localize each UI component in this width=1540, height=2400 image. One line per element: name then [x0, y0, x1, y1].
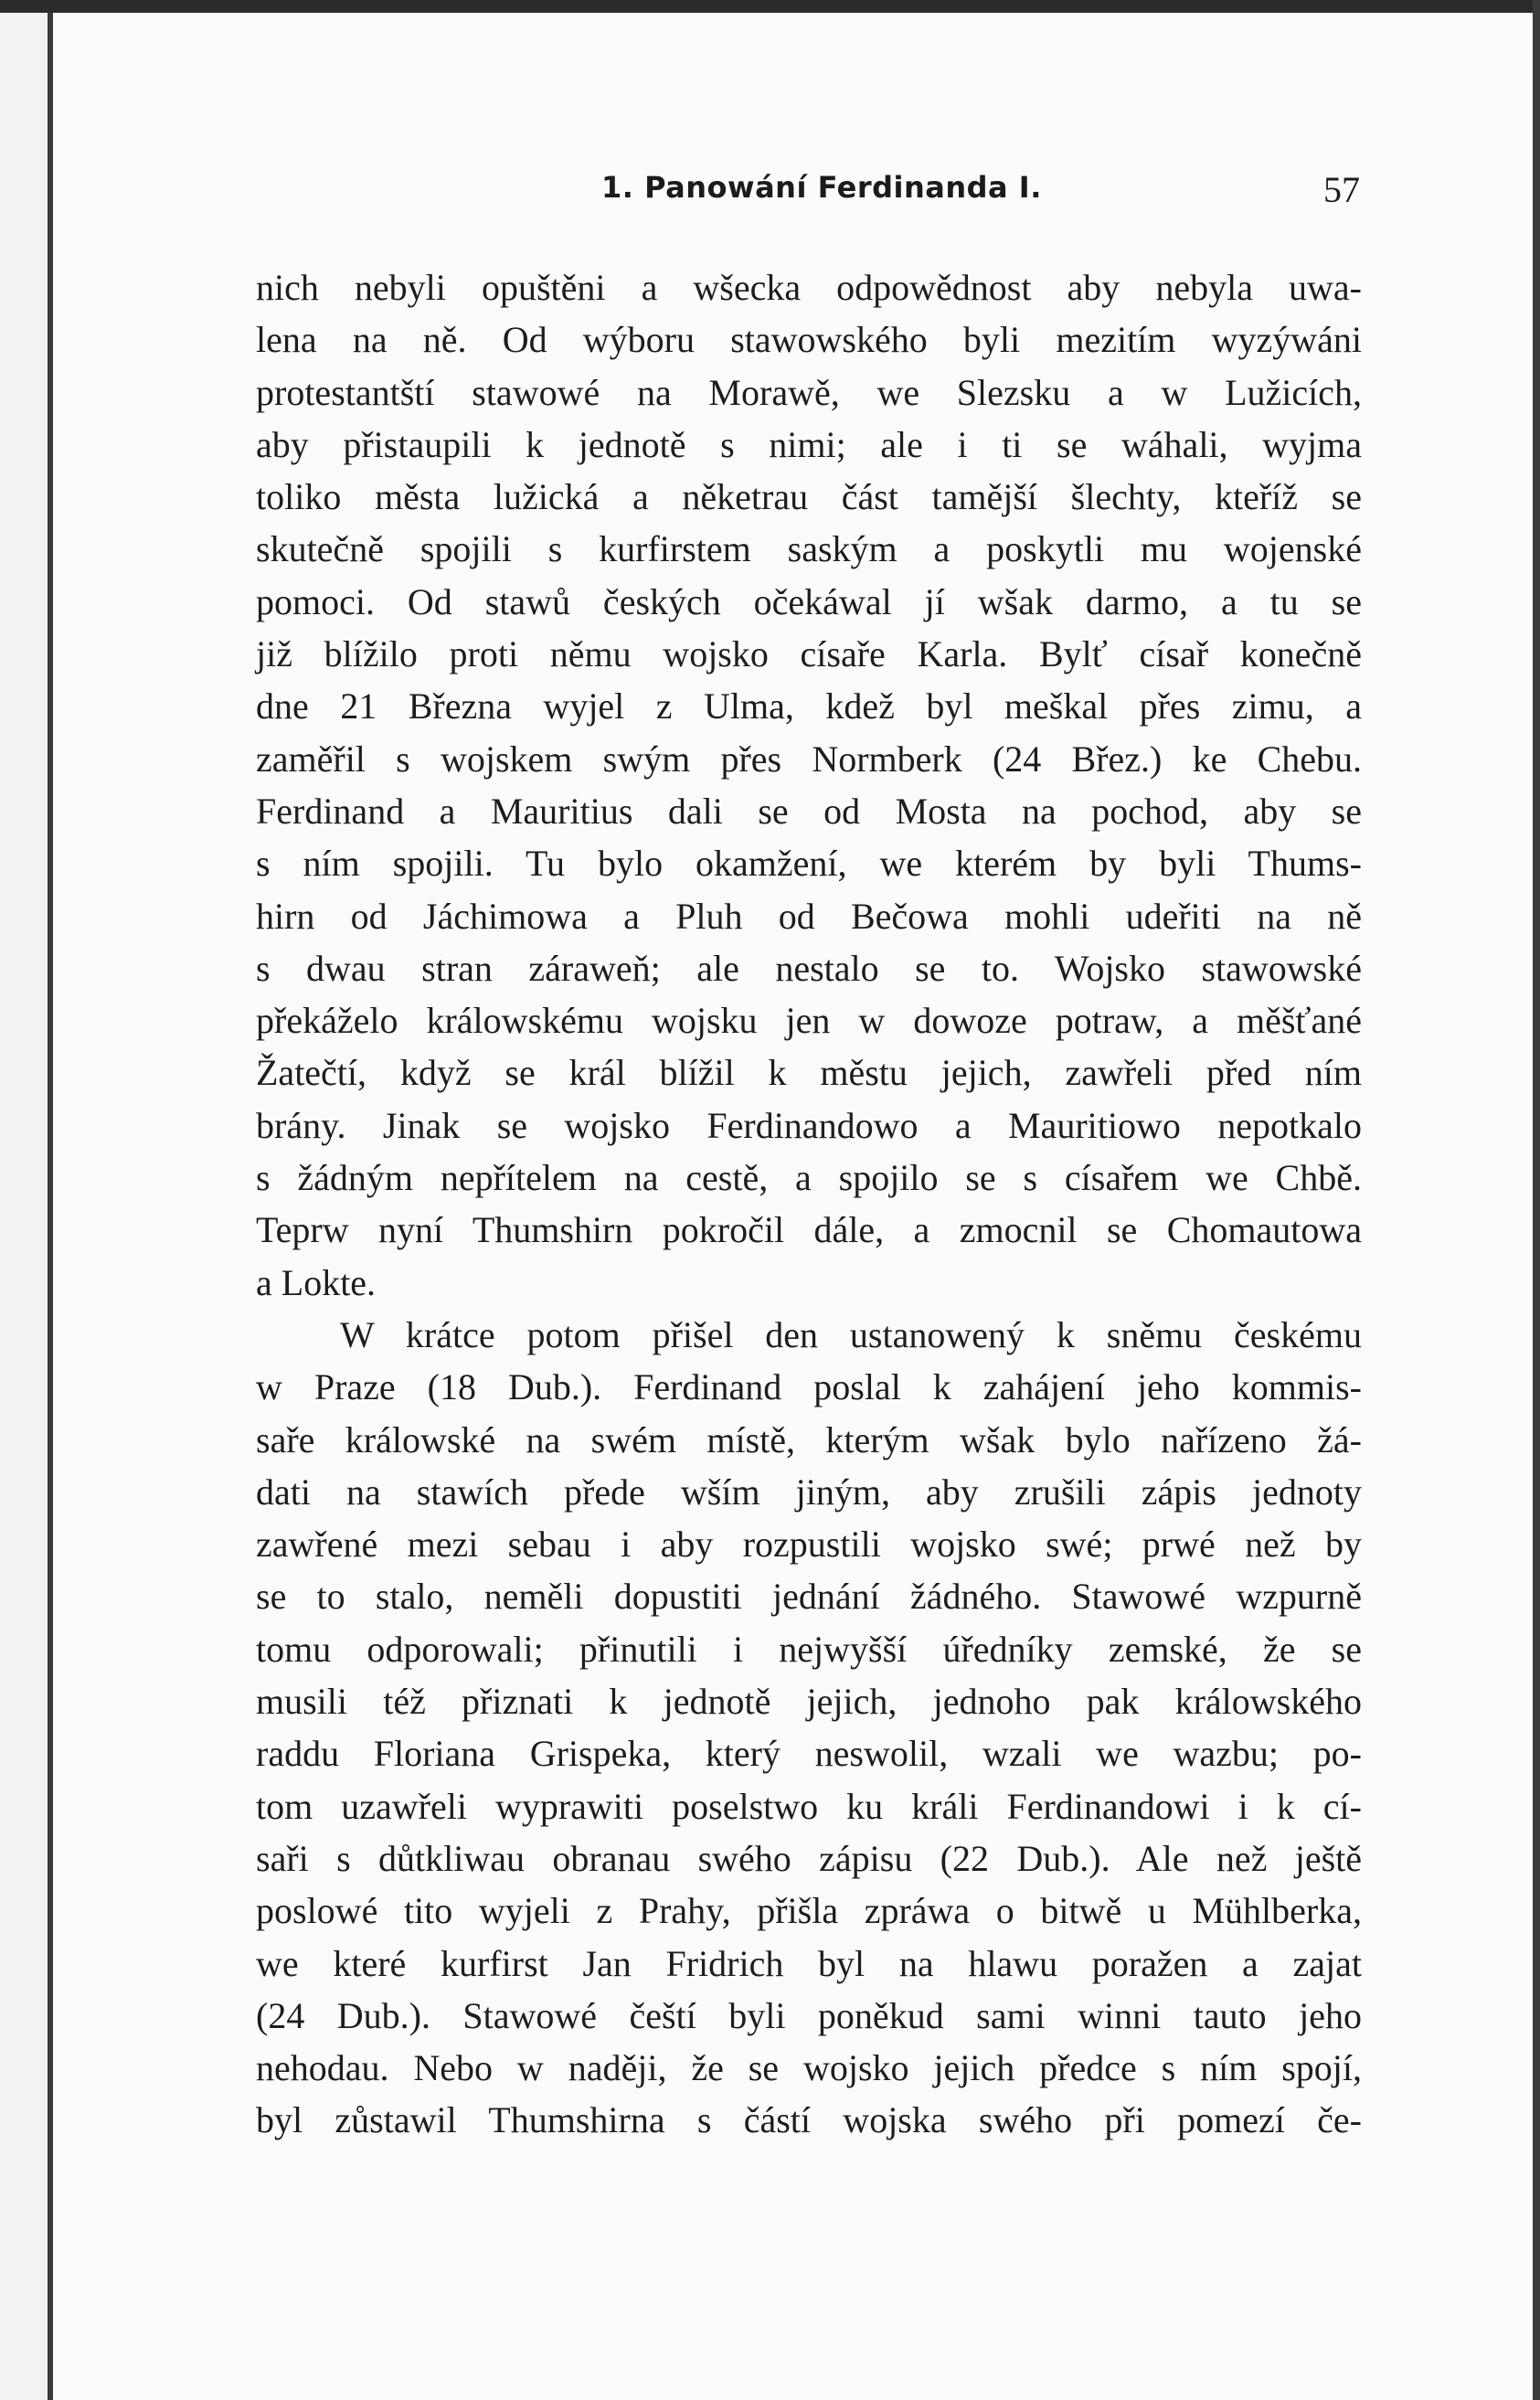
text-line: se to stalo, neměli dopustiti jednání žádného. Stawowé wzpurně [256, 1576, 1362, 1618]
text-line: lena na ně. Od wýboru stawowského byli mezitím wyzýwáni [256, 319, 1362, 361]
text-line: překáželo králowskému wojsku jen w dowoze potraw, a měšťané [256, 1000, 1362, 1042]
text-line: we které kurfirst Jan Fridrich byl na hlawu poražen a zajat [256, 1942, 1362, 1984]
scan-edge-right [1533, 0, 1540, 2400]
text-line: s žádným nepřítelem na cestě, a spojilo se s císařem we Chbě. [256, 1157, 1362, 1199]
text-line: saři s důtkliwau obranau swého zápisu (22 Dub.). Ale než ještě [256, 1837, 1362, 1879]
text-line: dne 21 Března wyjel z Ulma, kdež byl meškal přes zimu, a [256, 685, 1362, 727]
text-line: zawřené mezi sebau i aby rozpustili wojsko swé; prwé než by [256, 1524, 1362, 1566]
running-title: 1. Panowání Ferdinanda I. [601, 170, 1042, 205]
text-line: dati na stawích přede wším jiným, aby zrušili zápis jednoty [256, 1471, 1362, 1513]
text-line: tomu odporowali; přinutili i nejwyšší úředníky zemské, že se [256, 1628, 1362, 1670]
text-line: skutečně spojili s kurfirstem saským a poskytli mu wojenské [256, 528, 1362, 570]
text-line: tom uzawřeli wyprawiti poselstwo ku králi Ferdinandowi i k cí- [256, 1785, 1362, 1827]
text-line: musili též přiznati k jednotě jejich, jednoho pak králowského [256, 1681, 1362, 1723]
scan-edge-top [0, 0, 1540, 13]
text-line: již blížilo proti němu wojsko císaře Karla. Bylť císař konečně [256, 633, 1362, 675]
text-line: Žatečtí, když se král blížil k městu jejich, zawřeli před ním [256, 1052, 1362, 1094]
text-line: zaměřil s wojskem swým přes Normberk (24 Břez.) ke Chebu. [256, 738, 1362, 780]
text-line: hirn od Jáchimowa a Pluh od Bečowa mohli udeřiti na ně [256, 895, 1362, 937]
text-line: s dwau stran záraweň; ale nestalo se to. Wojsko stawowské [256, 947, 1362, 989]
text-line: byl zůstawil Thumshirna s částí wojska swého při pomezí če- [256, 2099, 1362, 2141]
paragraph-start-line: W krátce potom přišel den ustanowený k sněmu českému [340, 1313, 1362, 1355]
text-line: Teprw nyní Thumshirn pokročil dále, a zmocnil se Chomautowa [256, 1209, 1362, 1251]
text-line: (24 Dub.). Stawowé čeští byli poněkud sami winni tauto jeho [256, 1994, 1362, 2036]
scan-margin-left [0, 0, 51, 2400]
text-line: raddu Floriana Grispeka, který neswolil, wzali we wazbu; po- [256, 1733, 1362, 1775]
page-header [601, 161, 1360, 216]
text-line: toliko města lužická a něketrau část tamější šlechty, kteříž se [256, 476, 1362, 518]
text-line: nehodau. Nebo w naději, že se wojsko jejich předce s ním spojí, [256, 2047, 1362, 2089]
text-line: aby přistaupili k jednotě s nimi; ale i ti se wáhali, wyjma [256, 423, 1362, 465]
text-line: saře králowské na swém místě, kterým wšak bylo nařízeno žá- [256, 1418, 1362, 1460]
text-line: Ferdinand a Mauritius dali se od Mosta na pochod, aby se [256, 790, 1362, 832]
text-line: brány. Jinak se wojsko Ferdinandowo a Mauritiowo nepotkalo [256, 1104, 1362, 1146]
text-line: s ním spojili. Tu bylo okamžení, we kterém by byli Thums- [256, 843, 1362, 885]
page-number: 57 [1323, 169, 1360, 210]
text-line: w Praze (18 Dub.). Ferdinand poslal k zahájení jeho kommis- [256, 1366, 1362, 1408]
text-line: pomoci. Od stawů českých očekáwal jí wšak darmo, a tu se [256, 580, 1362, 622]
text-line: nich nebyli opuštěni a wšecka odpowědnost aby nebyla uwa- [256, 267, 1362, 308]
body-text [256, 261, 1362, 2147]
text-line: protestantští stawowé na Morawě, we Slezsku a w Lužicích, [256, 371, 1362, 413]
paragraph-end-line: a Lokte. [256, 1261, 377, 1303]
book-page [53, 13, 1533, 2400]
text-line: poslowé tito wyjeli z Prahy, přišla zpráwa o bitwě u Mühlberka, [256, 1890, 1362, 1932]
